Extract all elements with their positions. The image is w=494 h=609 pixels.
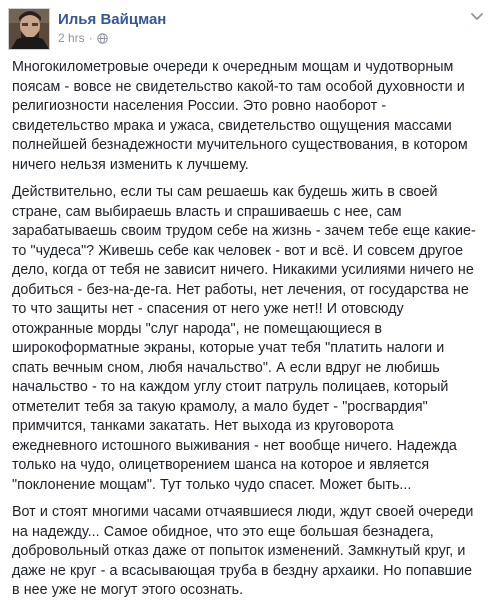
post-meta xyxy=(58,31,108,45)
author-name-link[interactable]: Илья Вайцман xyxy=(58,11,167,28)
post-paragraph: Многокилометровые очереди к очередным мощам и чудотворным поясам - вовсе не свидетельство какой-то там особой духовности и религиозности населения России. Это ровно наоборот - свидетельство мрака и ужаса, свидетельство ощущения массами полнейшей безнадежности мучительного существования, в котором ничего нельзя изменить к лучшему. xyxy=(12,59,468,173)
globe-icon[interactable] xyxy=(97,33,108,44)
post-paragraph: Вот и стоят многими часами отчаявшиеся люди, ждут своей очереди на надежду... Самое обидное, что это еще большая безнадега, добровольный отказ даже от попыток изменений. Замкнутый круг, и даже не круг - а всасывающая труба в бездну архаики. Но попавшие в нее уже не могут этого осознать. xyxy=(12,504,474,598)
post-timestamp-link[interactable]: 2 hrs xyxy=(58,31,85,45)
post-paragraph: Действительно, если ты сам решаешь как будешь жить в своей стране, сам выбираешь власть и спрашиваешь с нее, сам зарабатываешь своим трудом себе на жизнь - зачем тебе еще какие-то "чудеса"? Живешь себе как человек - вот и всё. И совсем другое дело, когда от тебя не зависит ничего. Никакими усилиями ничего не добиться - без-на-де-га. Нет работы, нет лечения, от государства не то что защиты нет - спасения от него уже нет!! И отовсюду отожранные морды "слуг народа", не помещающиеся в широкоформатные экраны, которые учат тебя "платить налоги и спать вечным сном, любя начальство". А если вдруг не любишь начальство - то на каждом углу стоит патруль полицаев, который отметелит тебя за такую крамолу, а мало будет - "росгвардия" примчится, танками закатать. Нет выхода из круговорота ежедневного истошного выживания - нет вообще ничего. Надежда только на чудо, олицетворением шанса на которое и является "поклонение мощам". Тут только чудо спасет. Может быть... xyxy=(12,184,476,493)
post-header xyxy=(8,8,486,52)
avatar[interactable] xyxy=(8,8,50,50)
chevron-down-icon[interactable] xyxy=(470,12,484,22)
meta-separator: · xyxy=(88,31,93,45)
avatar-photo xyxy=(9,9,49,49)
post-body xyxy=(12,58,482,609)
